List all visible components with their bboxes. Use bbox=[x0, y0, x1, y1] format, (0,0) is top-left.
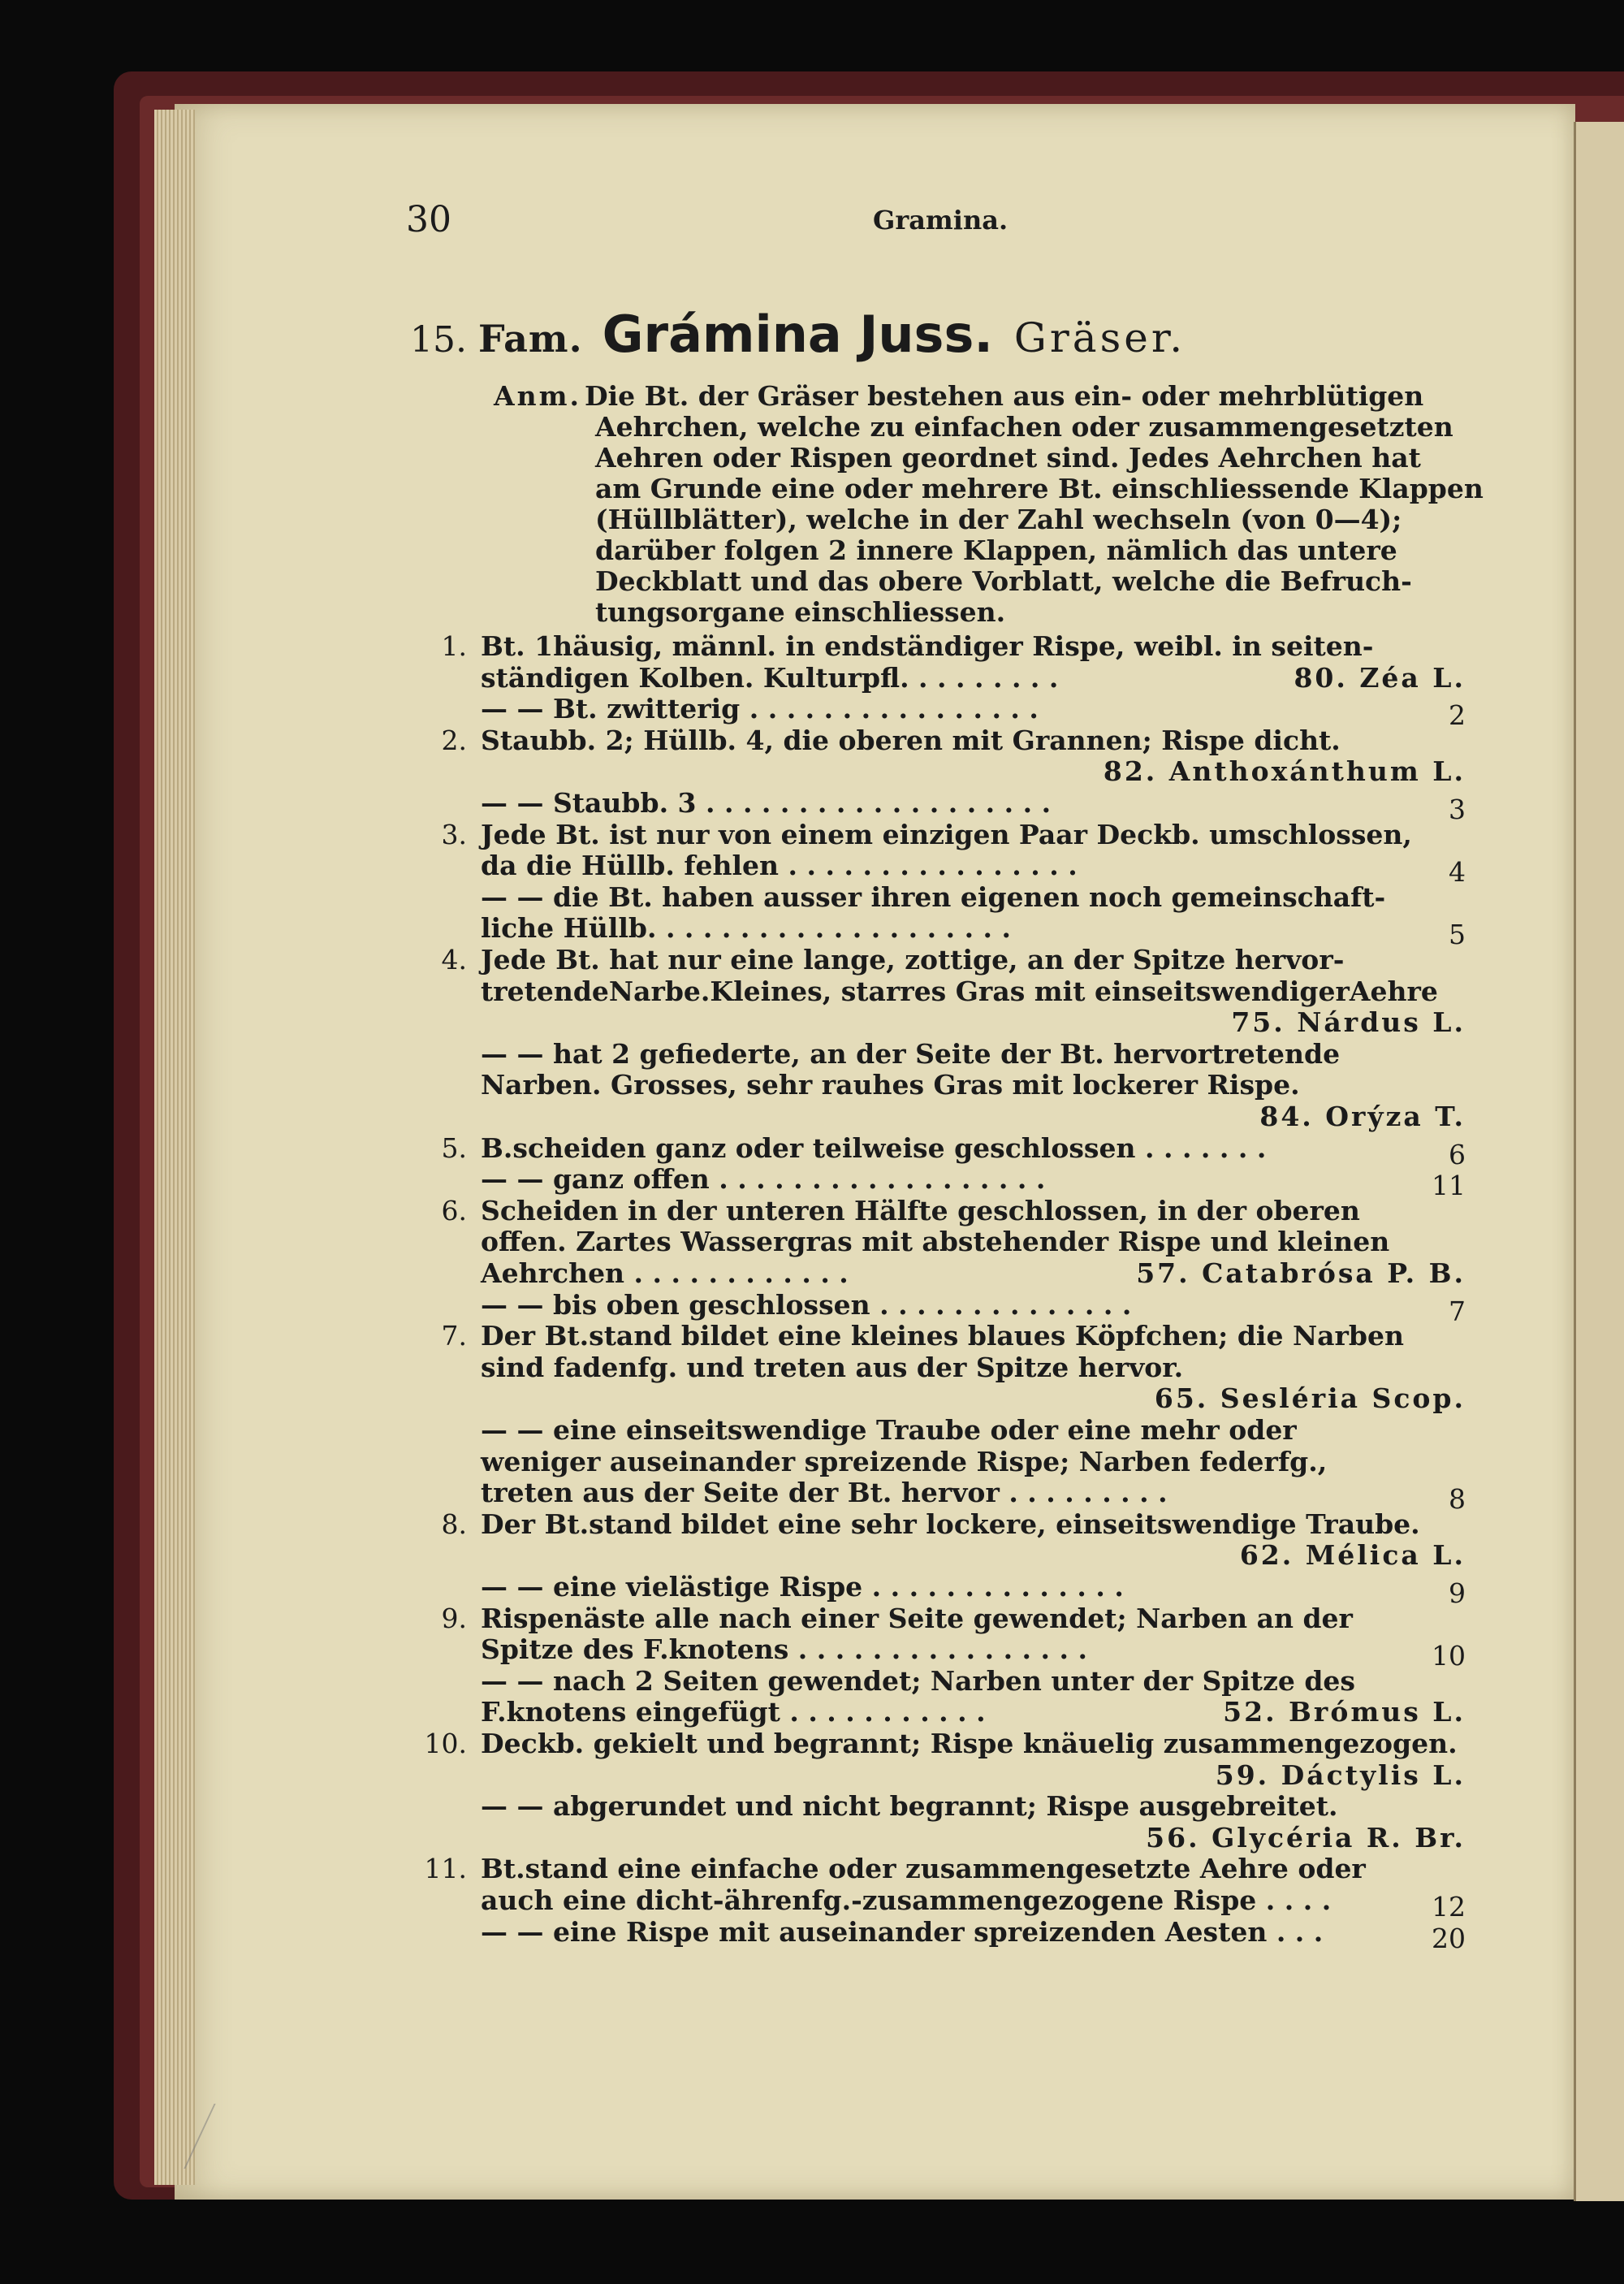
key-line-text: F.knotens eingefügt . . . . . . . . . . . bbox=[481, 1696, 986, 1728]
key-reference-number: 10 bbox=[1432, 1640, 1466, 1672]
key-couplet-number: 6. bbox=[441, 1194, 467, 1226]
key-line-text: — — abgerundet und nicht begrannt; Rispe ausgebreitet. bbox=[481, 1790, 1338, 1823]
running-head: Gramina. bbox=[873, 205, 1009, 236]
key-line-text: Der Bt.stand bildet eine sehr lockere, einseitswendige Traube. bbox=[481, 1508, 1420, 1540]
key-line-text: — — die Bt. haben ausser ihren eigenen noch gemeinschaft- bbox=[481, 880, 1386, 913]
key-reference-number: 6 bbox=[1449, 1138, 1466, 1170]
key-line-text: Scheiden in der unteren Hälfte geschlossen, in der oberen bbox=[481, 1194, 1360, 1226]
key-line-text: — — nach 2 Seiten gewendet; Narben unter der Spitze des bbox=[481, 1664, 1355, 1697]
key-couplet-number: 7. bbox=[441, 1320, 467, 1352]
key-reference-number: 8 bbox=[1449, 1483, 1466, 1516]
key-line-text: Der Bt.stand bildet eine kleines blaues Köpfchen; die Narben bbox=[481, 1320, 1404, 1352]
family-number: 15. bbox=[410, 319, 467, 361]
note-label: Anm. bbox=[494, 380, 582, 412]
key-reference-number: 4 bbox=[1449, 856, 1466, 889]
family-heading bbox=[410, 305, 1186, 364]
key-genus-result: 57. Catabrósa P. B. bbox=[1136, 1257, 1466, 1289]
key-reference-number: 7 bbox=[1449, 1295, 1466, 1327]
key-line-text: ständigen Kolben. Kulturpfl. . . . . . . . . bbox=[481, 661, 1059, 694]
key-line-text: tretendeNarbe.Kleines, starres Gras mit einseitswendigerAehre bbox=[481, 975, 1438, 1007]
key-line-text: — — eine vielästige Rispe . . . . . . . . . . . . . . bbox=[481, 1571, 1124, 1603]
key-genus-result: 75. Nárdus L. bbox=[1231, 1006, 1466, 1039]
key-line-text: — — hat 2 gefiederte, an der Seite der Bt. hervortretende bbox=[481, 1037, 1341, 1070]
key-reference-number: 2 bbox=[1449, 699, 1466, 732]
key-couplet-number: 2. bbox=[441, 724, 467, 756]
key-line-text: da die Hüllb. fehlen . . . . . . . . . . . . . . . . bbox=[481, 850, 1078, 882]
key-couplet-number: 8. bbox=[441, 1508, 467, 1540]
note-line: Aehren oder Rispen geordnet sind. Jedes Aehrchen hat bbox=[595, 442, 1421, 474]
key-line-text: Aehrchen . . . . . . . . . . . . bbox=[481, 1257, 849, 1289]
key-line-text: Staubb. 2; Hüllb. 4, die oberen mit Grannen; Rispe dicht. bbox=[481, 724, 1341, 756]
family-word: Fam. bbox=[477, 317, 583, 361]
family-name: Grámina Juss. bbox=[602, 305, 993, 364]
key-genus-result: 56. Glycéria R. Br. bbox=[1146, 1821, 1466, 1854]
key-reference-number: 3 bbox=[1449, 794, 1466, 825]
key-reference-number: 20 bbox=[1432, 1922, 1466, 1954]
key-line-text: weniger auseinander spreizende Rispe; Narben federfg., bbox=[481, 1445, 1328, 1477]
page-edges bbox=[154, 110, 195, 2185]
key-line-text: liche Hüllb. . . . . . . . . . . . . . . . . . . . bbox=[481, 912, 1012, 945]
key-line-text: — — eine einseitswendige Traube oder eine mehr oder bbox=[481, 1414, 1297, 1446]
key-reference-number: 9 bbox=[1449, 1577, 1466, 1609]
key-couplet-number: 4. bbox=[441, 944, 467, 975]
note-line: (Hüllblätter), welche in der Zahl wechseln (von 0—4); bbox=[595, 504, 1402, 535]
note-line: darüber folgen 2 innere Klappen, nämlich das untere bbox=[595, 534, 1397, 566]
key-genus-result: 80. Zéa L. bbox=[1294, 661, 1466, 694]
family-german-name: Gräser. bbox=[1013, 314, 1186, 361]
note-line: Deckblatt und das obere Vorblatt, welche die Befruch- bbox=[595, 565, 1412, 597]
key-line-text: Jede Bt. hat nur eine lange, zottige, an der Spitze hervor- bbox=[481, 944, 1345, 975]
key-line-text: — — Staubb. 3 . . . . . . . . . . . . . . . . . . . bbox=[481, 787, 1052, 819]
key-reference-number: 12 bbox=[1432, 1891, 1466, 1923]
key-genus-result: 62. Mélica L. bbox=[1239, 1539, 1466, 1572]
key-line-text: Rispenäste alle nach einer Seite gewendet; Narben an der bbox=[481, 1602, 1353, 1634]
key-couplet-number: 5. bbox=[441, 1131, 467, 1164]
key-line-text: Bt.stand eine einfache oder zusammengesetzte Aehre oder bbox=[481, 1853, 1366, 1885]
key-genus-result: 82. Anthoxánthum L. bbox=[1103, 755, 1466, 788]
key-line-text: treten aus der Seite der Bt. hervor . . . . . . . . . bbox=[481, 1477, 1168, 1509]
key-couplet-number: 3. bbox=[441, 818, 467, 850]
key-line-text: Spitze des F.knotens . . . . . . . . . . . . . . . . bbox=[481, 1633, 1087, 1666]
next-page-edge bbox=[1574, 122, 1624, 2201]
key-reference-number: 5 bbox=[1449, 919, 1466, 951]
key-line-text: sind fadenfg. und treten aus der Spitze hervor. bbox=[481, 1351, 1184, 1383]
key-line-text: — — Bt. zwitterig . . . . . . . . . . . . . . . . bbox=[481, 693, 1039, 725]
key-line-text: auch eine dicht-ährenfg.-zusammengezogene Rispe . . . . bbox=[481, 1884, 1332, 1916]
note-line: am Grunde eine oder mehrere Bt. einschliessende Klappen bbox=[595, 473, 1484, 504]
key-line-text: Narben. Grosses, sehr rauhes Gras mit lockerer Rispe. bbox=[481, 1069, 1300, 1101]
key-line-text: — — ganz offen . . . . . . . . . . . . . . . . . . bbox=[481, 1163, 1046, 1196]
page-number: 30 bbox=[406, 199, 451, 240]
key-line-text: offen. Zartes Wassergras mit abstehender Rispe und kleinen bbox=[481, 1226, 1390, 1258]
key-line-text: B.scheiden ganz oder teilweise geschlossen . . . . . . . bbox=[481, 1131, 1267, 1164]
key-genus-result: 59. Dáctylis L. bbox=[1215, 1758, 1466, 1791]
key-couplet-number: 9. bbox=[441, 1602, 467, 1634]
key-reference-number: 11 bbox=[1432, 1170, 1466, 1202]
key-line-text: — — eine Rispe mit auseinander spreizenden Aesten . . . bbox=[481, 1915, 1324, 1948]
key-genus-result: 65. Sesléria Scop. bbox=[1154, 1382, 1466, 1415]
key-couplet-number: 1. bbox=[441, 630, 467, 662]
key-genus-result: 84. Orýza T. bbox=[1259, 1101, 1466, 1132]
note-line: Die Bt. der Gräser bestehen aus ein- oder mehrblütigen bbox=[585, 380, 1424, 412]
key-couplet-number: 10. bbox=[424, 1728, 467, 1759]
key-line-text: Jede Bt. ist nur von einem einzigen Paar Deckb. umschlossen, bbox=[481, 818, 1412, 850]
note-line: tungsorgane einschliessen. bbox=[595, 596, 1006, 628]
key-line-text: Deckb. gekielt und begrannt; Rispe knäuelig zusammengezogen. bbox=[481, 1728, 1458, 1759]
note-line: Aehrchen, welche zu einfachen oder zusammengesetzten bbox=[595, 411, 1453, 443]
key-line-text: — — bis oben geschlossen . . . . . . . . . . . . . . bbox=[481, 1288, 1132, 1321]
key-genus-result: 52. Brómus L. bbox=[1223, 1696, 1466, 1728]
key-line-text: Bt. 1häusig, männl. in endständiger Rispe, weibl. in seiten- bbox=[481, 630, 1374, 662]
key-couplet-number: 11. bbox=[424, 1853, 467, 1885]
